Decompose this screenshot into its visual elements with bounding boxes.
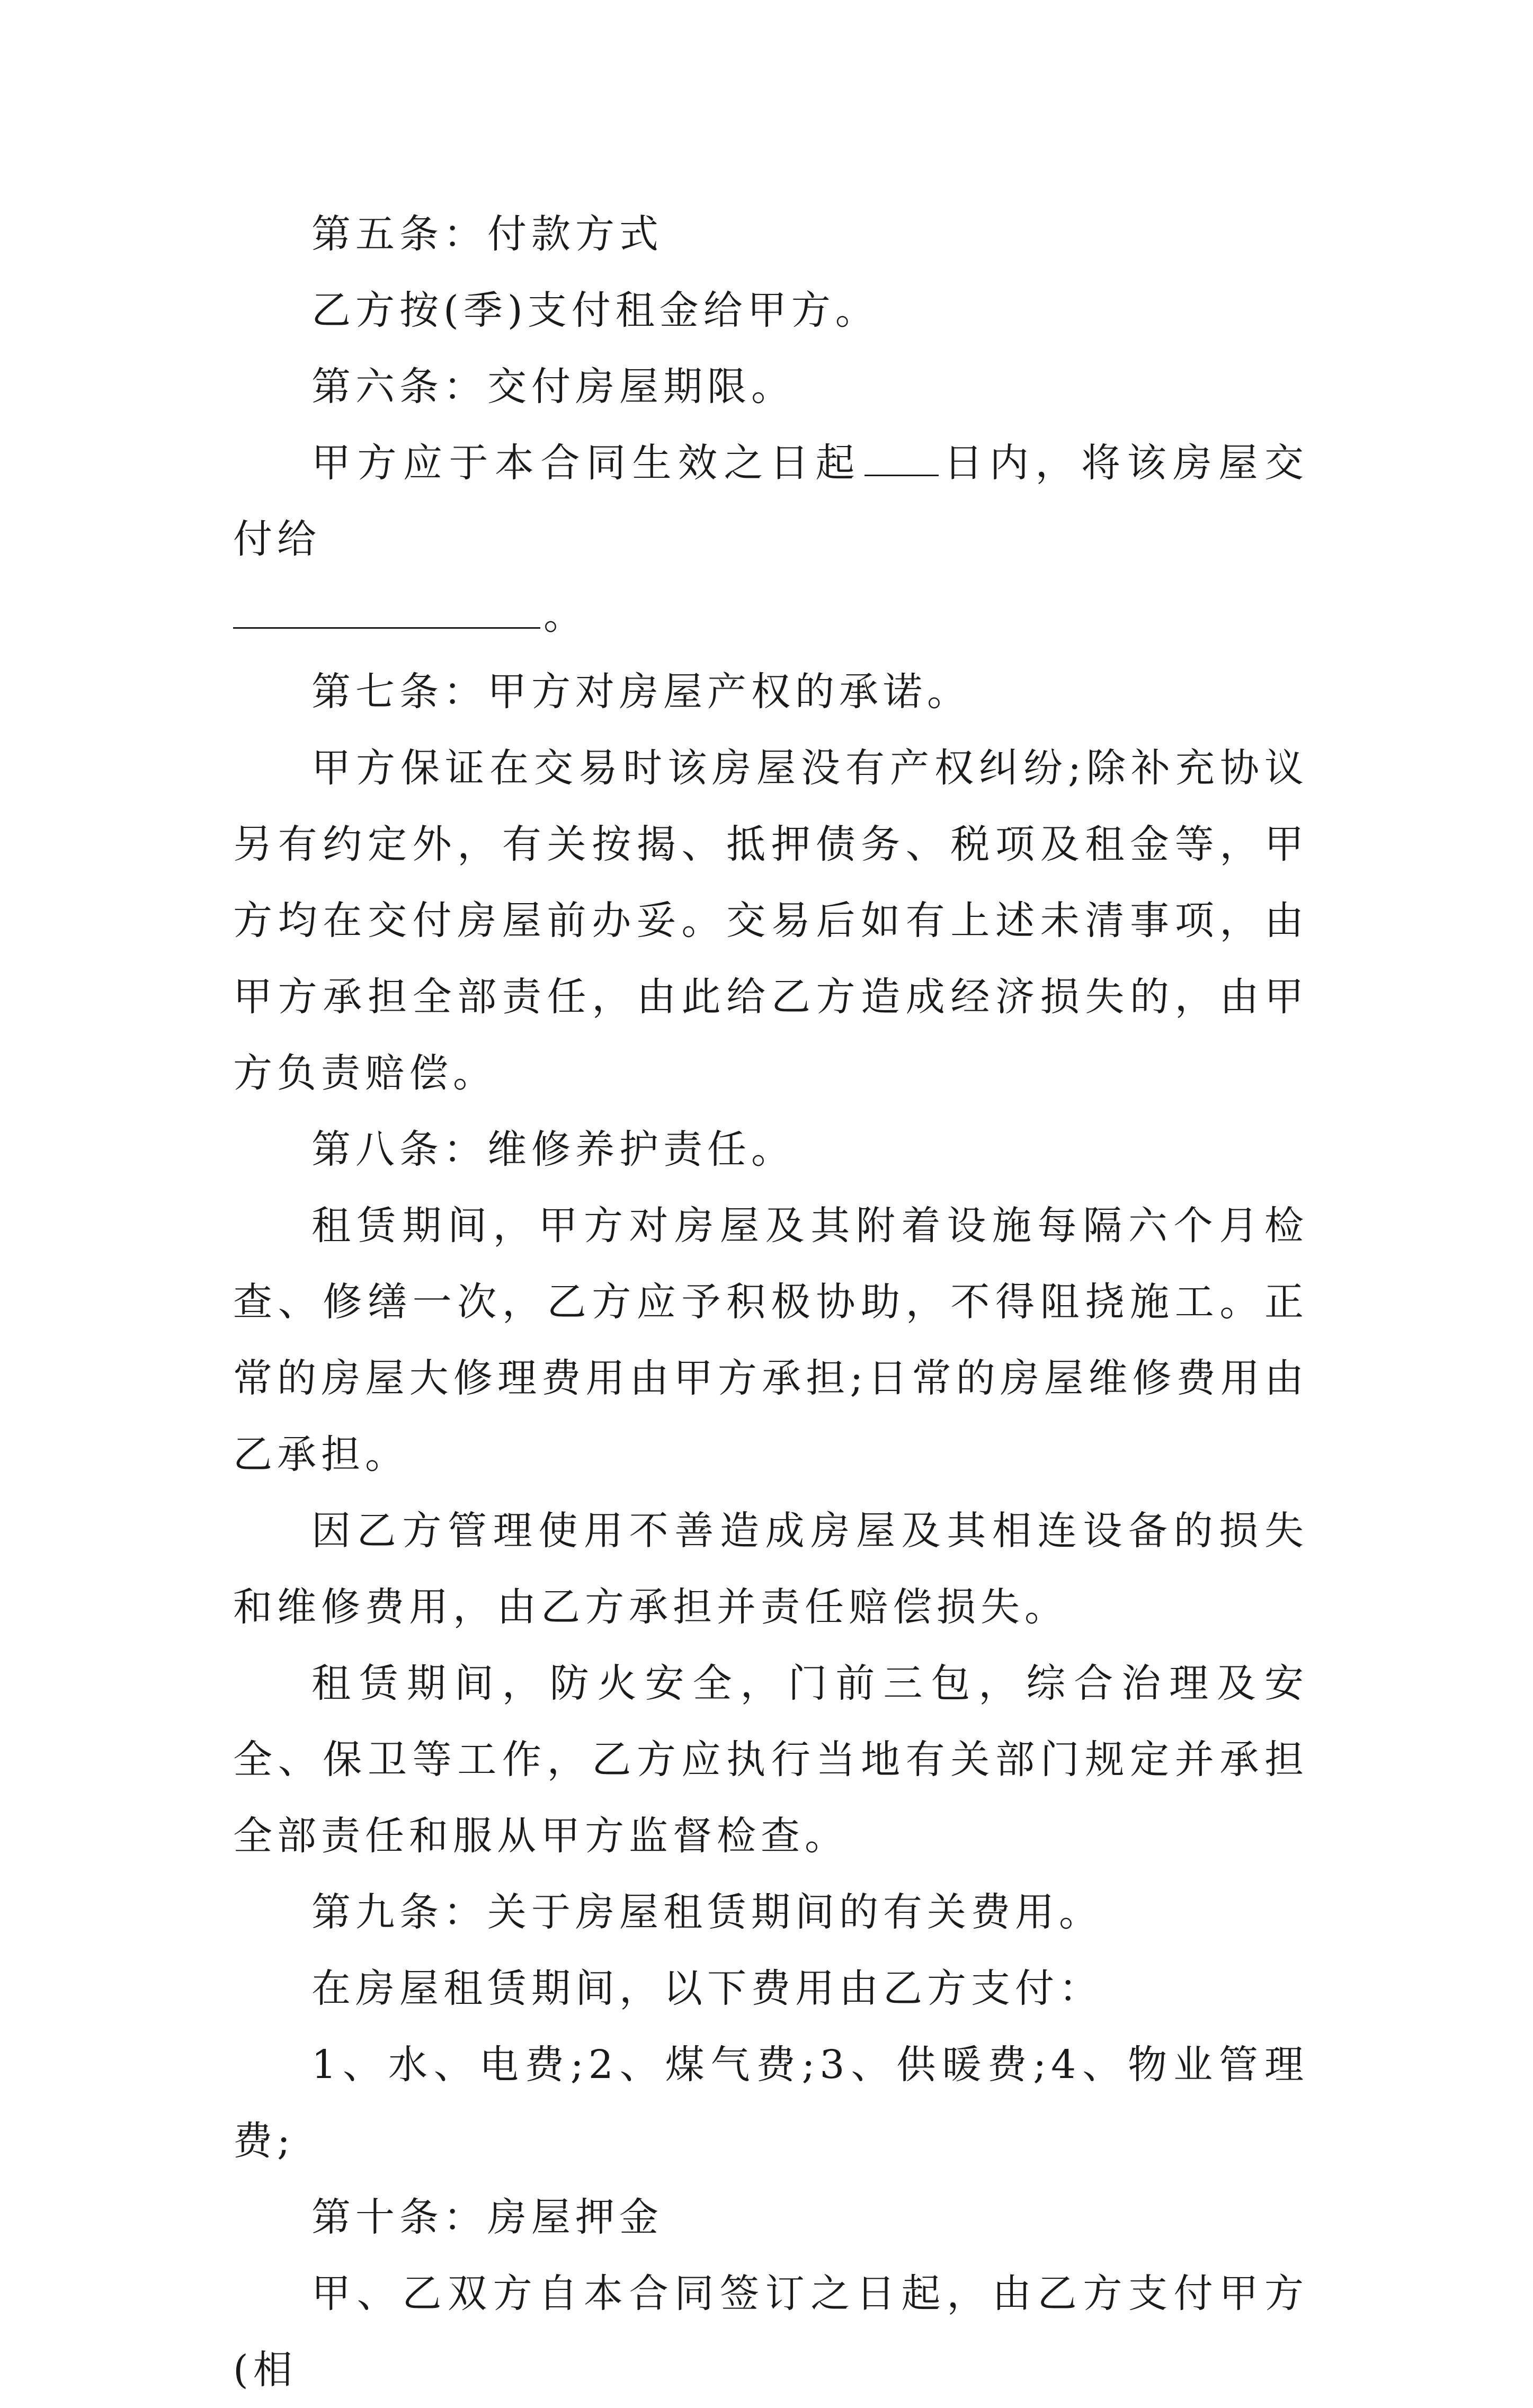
- article-6-body: [233, 425, 1308, 654]
- recipient-blank: [233, 595, 540, 629]
- article-7-body: 甲方保证在交易时该房屋没有产权纠纷;除补充协议另有约定外，有关按揭、抵押债务、税项及租金等，甲方均在交付房屋前办妥。交易后如有上述未清事项，由甲方承担全部责任，由此给乙方造成经济损失的，由甲方负责赔偿。: [233, 745, 1308, 1096]
- article-9-heading: 第九条：关于房屋租赁期间的有关费用。: [311, 1889, 1103, 1935]
- article-6-text-start: 甲方应于本合同生效之日起: [311, 440, 861, 486]
- article-10-heading: 第十条：房屋押金: [311, 2195, 663, 2240]
- article-8-body-2: 因乙方管理使用不善造成房屋及其相连设备的损失和维修费用，由乙方承担并责任赔偿损失。: [233, 1508, 1308, 1630]
- article-5-body: 乙方按(季)支付租金给甲方。: [311, 288, 879, 333]
- article-6-text-end: 。: [543, 593, 587, 638]
- article-10-body: 甲、乙双方自本合同签订之日起，由乙方支付甲方(相: [233, 2271, 1308, 2393]
- article-6-text-middle: 日内，将该房屋交付给: [233, 440, 1308, 562]
- article-8-body-1: 租赁期间，甲方对房屋及其附着设施每隔六个月检查、修缮一次，乙方应予积极协助，不得阻挠施工。正常的房屋大修理费用由甲方承担;日常的房屋维修费用由乙承担。: [233, 1203, 1308, 1477]
- article-7-heading: 第七条：甲方对房屋产权的承诺。: [311, 669, 971, 715]
- days-blank: [864, 443, 939, 476]
- document-body: [233, 196, 1308, 2408]
- article-8-body-3: 租赁期间，防火安全，门前三包，综合治理及安全、保卫等工作，乙方应执行当地有关部门规定并承担全部责任和服从甲方监督检查。: [233, 1661, 1308, 1859]
- article-8-heading: 第八条：维修养护责任。: [311, 1127, 795, 1172]
- article-5-heading: 第五条：付款方式: [311, 211, 663, 257]
- article-9-body-2: 1、水、电费;2、煤气费;3、供暖费;4、物业管理费;: [233, 2042, 1308, 2164]
- article-9-body-1: 在房屋租赁期间，以下费用由乙方支付：: [311, 1966, 1103, 2011]
- article-6-heading: 第六条：交付房屋期限。: [311, 364, 795, 409]
